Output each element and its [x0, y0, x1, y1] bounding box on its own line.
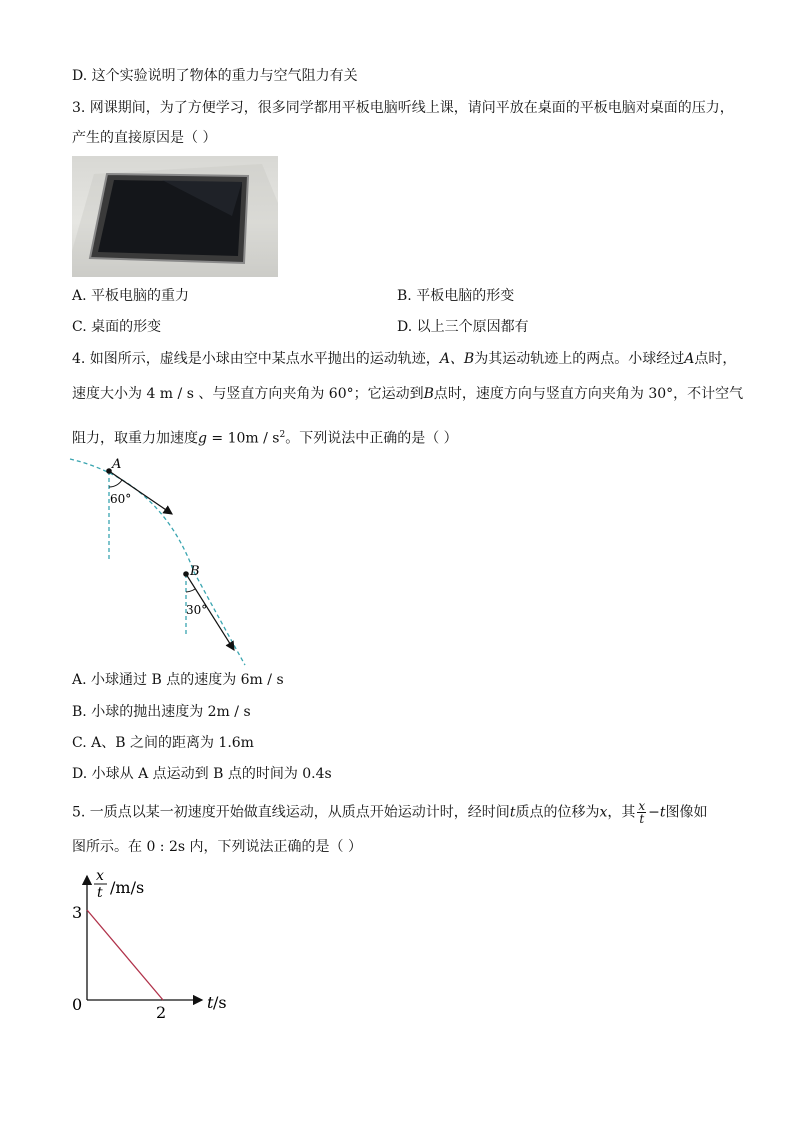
- xt-t-graph: [60, 862, 260, 1027]
- q4-option-b: B. 小球的抛出速度为 2m / s: [72, 704, 251, 720]
- q4-option-a: A. 小球通过 B 点的速度为 6m / s: [72, 672, 284, 688]
- projectile-figure: [60, 450, 260, 670]
- y-unit: /m/s: [110, 878, 145, 897]
- q5-stem-line2: 图所示。在 0 : 2s 内，下列说法正确的是（ ）: [72, 839, 362, 855]
- y-label-den: t: [97, 885, 103, 901]
- origin-label: 0: [72, 995, 83, 1014]
- point-b: [183, 571, 189, 577]
- q5-fraction: $\frac{x}{t}$: [638, 799, 646, 826]
- q4-stem-line1: 4. 如图所示，虚线是小球由空中某点水平抛出的运动轨迹，A、B为其运动轨迹上的两点。小球经过A点时，: [72, 351, 737, 367]
- angle-arc-a: [109, 480, 122, 487]
- q3-option-c: C. 桌面的形变: [72, 319, 162, 335]
- point-a: [106, 468, 112, 474]
- data-line: [87, 910, 163, 1000]
- q3-stem-line2: 产生的直接原因是（ ）: [72, 130, 217, 146]
- x-tick-2: 2: [156, 1003, 167, 1022]
- q5-stem-line1: 5. 一质点以某一初速度开始做直线运动，从质点开始运动计时，经时间t质点的位移为x，其 $\frac{x}{t}$ −t图像如: [72, 799, 708, 826]
- label-a: A: [112, 457, 122, 472]
- q3-option-a: A. 平板电脑的重力: [72, 288, 190, 304]
- q2-option-d: D. 这个实验说明了物体的重力与空气阻力有关: [72, 68, 358, 84]
- label-30: 30°: [186, 603, 208, 617]
- y-tick-3: 3: [72, 903, 83, 922]
- label-60: 60°: [110, 492, 132, 506]
- x-label: t: [207, 993, 214, 1012]
- angle-arc-b: [186, 589, 195, 592]
- q4-option-c: C. A、B 之间的距离为 1.6m: [72, 735, 254, 751]
- y-label-num: x: [96, 868, 104, 884]
- label-b: B: [190, 564, 200, 579]
- q3-stem-line1: 3. 网课期间，为了方便学习，很多同学都用平板电脑听线上课，请问平放在桌面的平板电脑对桌面的压力，: [72, 100, 734, 116]
- trajectory-curve: [70, 459, 245, 665]
- tablet-icon: [72, 156, 278, 277]
- x-unit: /s: [213, 993, 227, 1012]
- q3-option-b: B. 平板电脑的形变: [397, 288, 515, 304]
- q3-option-d: D. 以上三个原因都有: [397, 319, 529, 335]
- q4-option-d: D. 小球从 A 点运动到 B 点的时间为 0.4s: [72, 766, 332, 782]
- tablet-photo: [72, 156, 278, 277]
- q4-stem-line2: 速度大小为 4 m / s 、与竖直方向夹角为 60°；它运动到B点时，速度方向与竖直方向夹角为 30°，不计空气: [72, 386, 744, 402]
- q4-stem-line3: 阻力，取重力加速度$g = 10m / s^2$。下列说法中正确的是（ ）: [72, 430, 458, 447]
